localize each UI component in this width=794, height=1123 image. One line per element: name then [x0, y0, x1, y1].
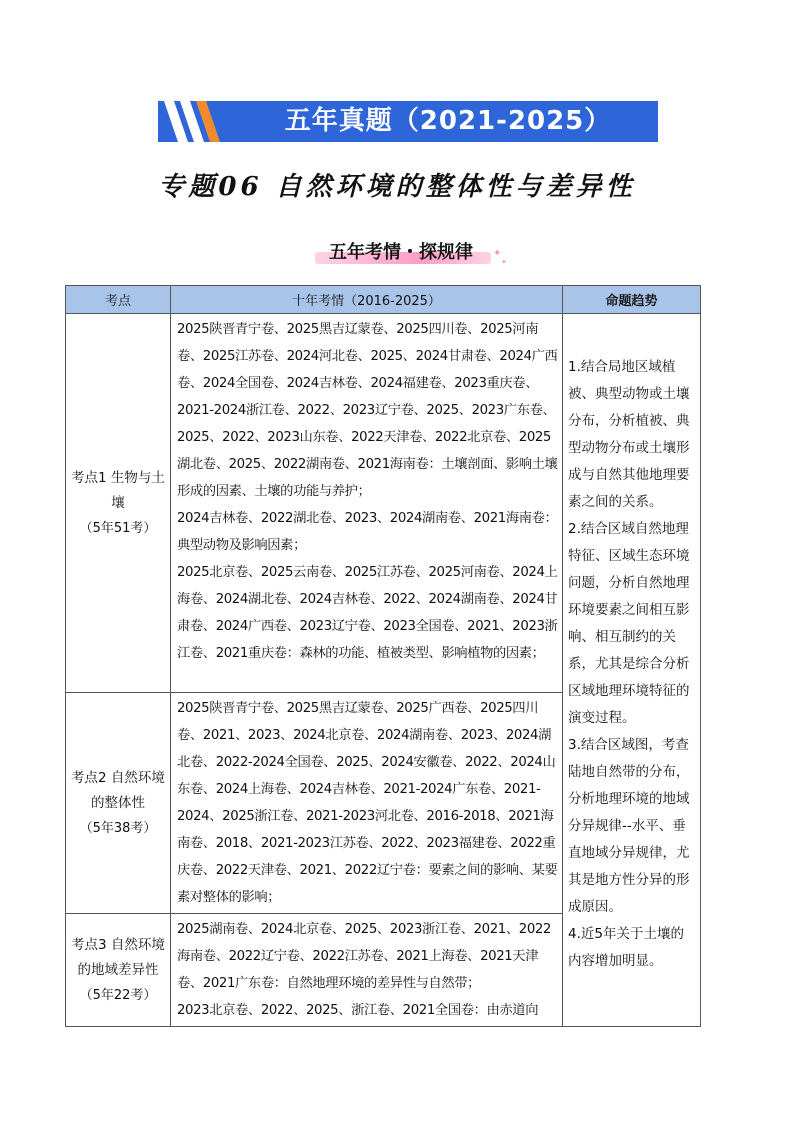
trend-cell	[563, 314, 701, 1027]
paper-entry: 2025北京卷、2025云南卷、2025江苏卷、2025河南卷、2024上海卷、2024湖北卷、2024吉林卷、2022、2024湖南卷、2024甘肃卷、2024广西卷、2023辽宁卷、2023全国卷、2021、2023浙江卷、2021重庆卷：森林的功能、植被类型、影响植物的因素；	[177, 565, 558, 661]
topic-count: （5年38考）	[79, 820, 157, 836]
title-banner	[158, 101, 658, 142]
table-header-row	[66, 286, 701, 314]
paper-entry: 2025陕晋青宁卷、2025黑吉辽蒙卷、2025广西卷、2025四川卷、2021、2023、2024北京卷、2024湖南卷、2023、2024湖北卷、2022-2024全国卷、2025、2024安徽卷、2022、2024山东卷、2024上海卷、2024吉林卷、2021-2024广东卷、2021-2024、2025浙江卷、2021-2023河北卷、2016-2018、2021海南卷、2018、2021-2023江苏卷、2022、2023福建卷、2022重庆卷、2022天津卷、2021、2022辽宁卷：要素之间的影响、某要素对整体的影响；	[177, 701, 558, 905]
topic-cell	[66, 693, 171, 914]
paper-entry: 2025湖南卷、2024北京卷、2025、2023浙江卷、2021、2022海南卷、2022辽宁卷、2022江苏卷、2021上海卷、2021天津卷、2021广东卷：自然地理环境的差异性与自然带；	[177, 922, 551, 991]
topic-name: 考点3 自然环境的地域差异性	[71, 936, 165, 978]
paper-entry: 2023北京卷、2022、2025、浙江卷、2021全国卷：由赤道向	[177, 1003, 539, 1018]
stripes-decoration-icon	[158, 101, 238, 142]
paper-entry: 2024吉林卷、2022湖北卷、2023、2024湖南卷、2021海南卷：典型动物及影响因素；	[177, 511, 558, 553]
sparkle-icon: ✦	[493, 248, 502, 259]
trend-item: 4.近5年关于土壤的内容增加明显。	[568, 926, 684, 969]
section-heading: 五年考情・探规律	[329, 242, 473, 263]
papers-cell	[171, 693, 563, 914]
topic-title: 专题06 自然环境的整体性与差异性	[158, 172, 636, 202]
topic-cell	[66, 314, 171, 693]
sparkle-icon: ✦	[501, 258, 507, 266]
header-topic: 考点	[66, 286, 171, 314]
topic-cell	[66, 914, 171, 1027]
topic-name: 考点1 生物与土壤	[71, 469, 165, 511]
topic-name: 考点2 自然环境的整体性	[71, 769, 165, 811]
papers-cell	[171, 914, 563, 1027]
banner-title: 五年真题（2021-2025）	[284, 106, 612, 136]
section-heading-block	[311, 236, 507, 266]
table-row	[66, 314, 701, 693]
header-trend: 命题趋势	[563, 286, 701, 314]
topic-count: （5年51考）	[79, 520, 157, 536]
topic-count: （5年22考）	[79, 987, 157, 1003]
paper-entry: 2025陕晋青宁卷、2025黑吉辽蒙卷、2025四川卷、2025河南卷、2025江苏卷、2024河北卷、2025、2024甘肃卷、2024广西卷、2024全国卷、2024吉林卷、2024福建卷、2023重庆卷、2021-2024浙江卷、2022、2023辽宁卷、2025、2023广东卷、2025、2022、2023山东卷、2022天津卷、2022北京卷、2025湖北卷、2025、2022湖南卷、2021海南卷：土壤剖面、影响土壤形成的因素、土壤的功能与养护；	[177, 322, 558, 499]
papers-cell	[171, 314, 563, 693]
exam-analysis-table	[65, 285, 701, 1027]
trend-item: 3.结合区域图，考查陆地自然带的分布，分析地理环境的地域分异规律--水平、垂直地域分异规律，尤其是地方性分异的形成原因。	[568, 737, 690, 915]
trend-item: 2.结合区域自然地理特征、区域生态环境问题，分析自然地理环境要素之间相互影响、相互制约的关系，尤其是综合分析区域地理环境特征的演变过程。	[568, 521, 690, 726]
trend-item: 1.结合局地区域植被、典型动物或土壤分布，分析植被、典型动物分布或土壤形成与自然其他地理要素之间的关系。	[568, 359, 690, 510]
header-papers: 十年考情（2016-2025）	[171, 286, 563, 314]
